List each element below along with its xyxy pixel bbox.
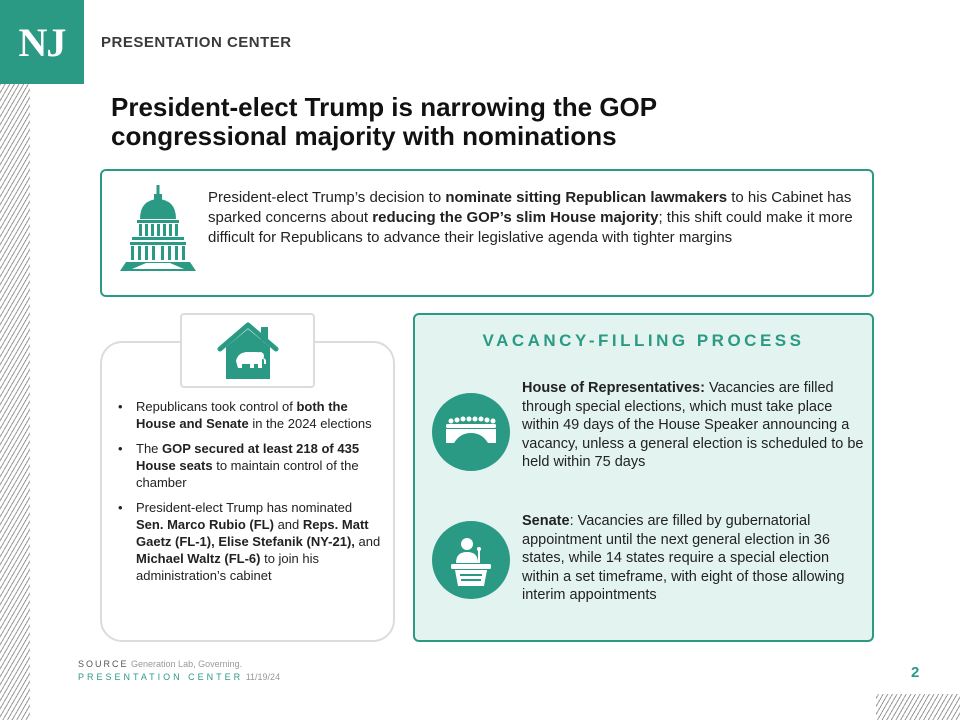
list-item: • Republicans took control of both the House and Senate in the 2024 elections xyxy=(118,398,383,432)
list-item: • The GOP secured at least 218 of 435 House seats to maintain control of the chamber xyxy=(118,440,383,491)
summary-text: President-elect Trump’s decision to nominate sitting Republican lawmakers to his Cabinet has sparked concerns about reducing the GOP’s slim House majority; this shift could make it more difficult for Republicans to advance their legislative agenda with tighter margins xyxy=(208,189,853,246)
vacancy-heading: VACANCY-FILLING PROCESS xyxy=(482,331,805,350)
senate-vacancy-text: Senate: Vacancies are filled by gubernatorial appointment until the next general election in 36 states, while 14 states require a special election within a set timeframe, with eight of those allowing interim appointments xyxy=(522,513,845,603)
capitol-icon xyxy=(118,183,198,277)
house-vacancy-text: House of Representatives: Vacancies are filled through special elections, which must take place within 49 days of the House Speaker announcing a vacancy, unless a general election is scheduled to be held within 75 days xyxy=(522,380,864,470)
vacancy-process-card xyxy=(413,313,874,642)
source-note: SOURCE Generation Lab, Governing. xyxy=(78,659,243,669)
nj-logo xyxy=(0,0,84,84)
house-elephant-icon xyxy=(216,321,280,381)
page-number: 2 xyxy=(911,664,920,681)
bottom-right-hatch-decoration xyxy=(876,694,960,720)
list-item: • President-elect Trump has nominated Sen. Marco Rubio (FL) and Reps. Matt Gaetz (FL-1), Elise Stefanik (NY-21), and Michael Waltz (FL-6) to join his administration’s cabinet xyxy=(118,499,383,584)
house-icon-box xyxy=(180,313,315,388)
podium-speaker-icon xyxy=(432,521,510,599)
page-title: President-elect Trump is narrowing the GOP congressional majority with nominations xyxy=(111,92,657,151)
brand-label: PRESENTATION CENTER xyxy=(101,34,292,51)
chamber-seats-icon xyxy=(432,393,510,471)
left-hatch-decoration xyxy=(0,84,30,720)
summary-card xyxy=(100,169,874,297)
logo-text: NJ xyxy=(18,19,66,65)
facts-list xyxy=(118,398,383,592)
footer-label: PRESENTATION CENTER 11/19/24 xyxy=(78,672,281,682)
